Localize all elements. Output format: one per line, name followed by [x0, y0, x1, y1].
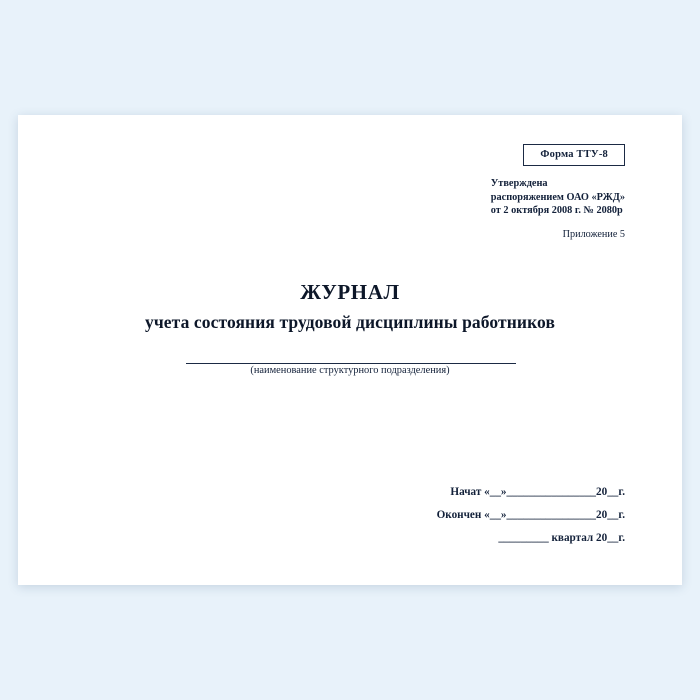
subdivision-caption: (наименование структурного подразделения) — [250, 365, 450, 376]
approval-line-3: от 2 октября 2008 г. № 2080р — [490, 205, 623, 217]
appendix-label: Приложение 5 — [562, 229, 625, 240]
subdivision-fill-line — [186, 363, 516, 364]
approval-line-1: Утверждена — [490, 178, 548, 189]
approval-block — [491, 177, 625, 218]
footer-block — [437, 487, 625, 545]
form-number-box: Форма ТТУ-8 — [523, 144, 625, 166]
approval-line-2: распоряжением ОАО «РЖД» — [490, 191, 625, 203]
footer-finished: Окончен «__»________________20__г. — [436, 509, 625, 522]
page-subtitle: учета состояния трудовой дисциплины работников — [144, 312, 555, 332]
footer-quarter: _________ квартал 20__г. — [498, 532, 625, 545]
document-page — [18, 115, 682, 585]
footer-started: Начат «__»________________20__г. — [450, 486, 625, 498]
page-title: ЖУРНАЛ — [300, 280, 400, 304]
